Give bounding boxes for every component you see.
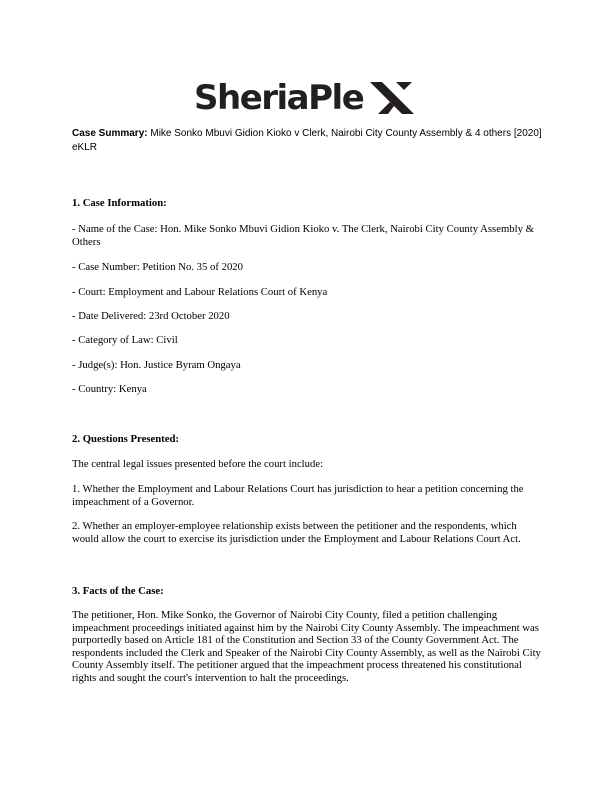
logo-wordmark: SheriaPle: [194, 78, 364, 118]
question-item-2: 2. Whether an employer-employee relationship exists between the petitioner and the respondents, which would allow the court to exercise its jurisdiction under the Employment and Labour Relations Court Act.: [72, 520, 521, 545]
section-heading-case-information: 1. Case Information:: [72, 197, 167, 209]
logo-x-mark: [368, 78, 416, 118]
section-heading-facts: 3. Facts of the Case:: [72, 585, 164, 597]
case-info-number: - Case Number: Petition No. 35 of 2020: [72, 261, 243, 273]
case-info-date: - Date Delivered: 23rd October 2020: [72, 310, 230, 322]
case-summary-label: Case Summary:: [72, 128, 148, 139]
case-info-judge: - Judge(s): Hon. Justice Byram Ongaya: [72, 359, 241, 371]
case-info-name: - Name of the Case: Hon. Mike Sonko Mbuvi Gidion Kioko v. The Clerk, Nairobi City County Assembly & Others: [72, 223, 534, 248]
case-info-category: - Category of Law: Civil: [72, 334, 178, 346]
case-info-court: - Court: Employment and Labour Relations Court of Kenya: [72, 286, 328, 298]
case-summary: [72, 127, 542, 155]
facts-body: The petitioner, Hon. Mike Sonko, the Governor of Nairobi City County, filed a petition challenging impeachment proceedings initiated against him by the Nairobi City County Assembly. The impeachment was purportedly based on Article 181 of the Constitution and Section 33 of the County Government Act. The respondents included the Clerk and Speaker of the Nairobi City County Assembly, as well as the Nairobi City County Assembly itself. The petitioner argued that the impeachment process threatened his constitutional rights and sought the court's intervention to halt the proceedings.: [72, 609, 541, 684]
sheriaplex-logo: [194, 74, 416, 122]
section-heading-questions: 2. Questions Presented:: [72, 433, 179, 445]
question-item-1: 1. Whether the Employment and Labour Relations Court has jurisdiction to hear a petition concerning the impeachment of a Governor.: [72, 483, 524, 508]
case-summary-text: Mike Sonko Mbuvi Gidion Kioko v Clerk, Nairobi City County Assembly & 4 others [2020] eKLR: [72, 128, 542, 153]
case-info-country: - Country: Kenya: [72, 383, 147, 395]
questions-intro: The central legal issues presented before the court include:: [72, 458, 324, 470]
